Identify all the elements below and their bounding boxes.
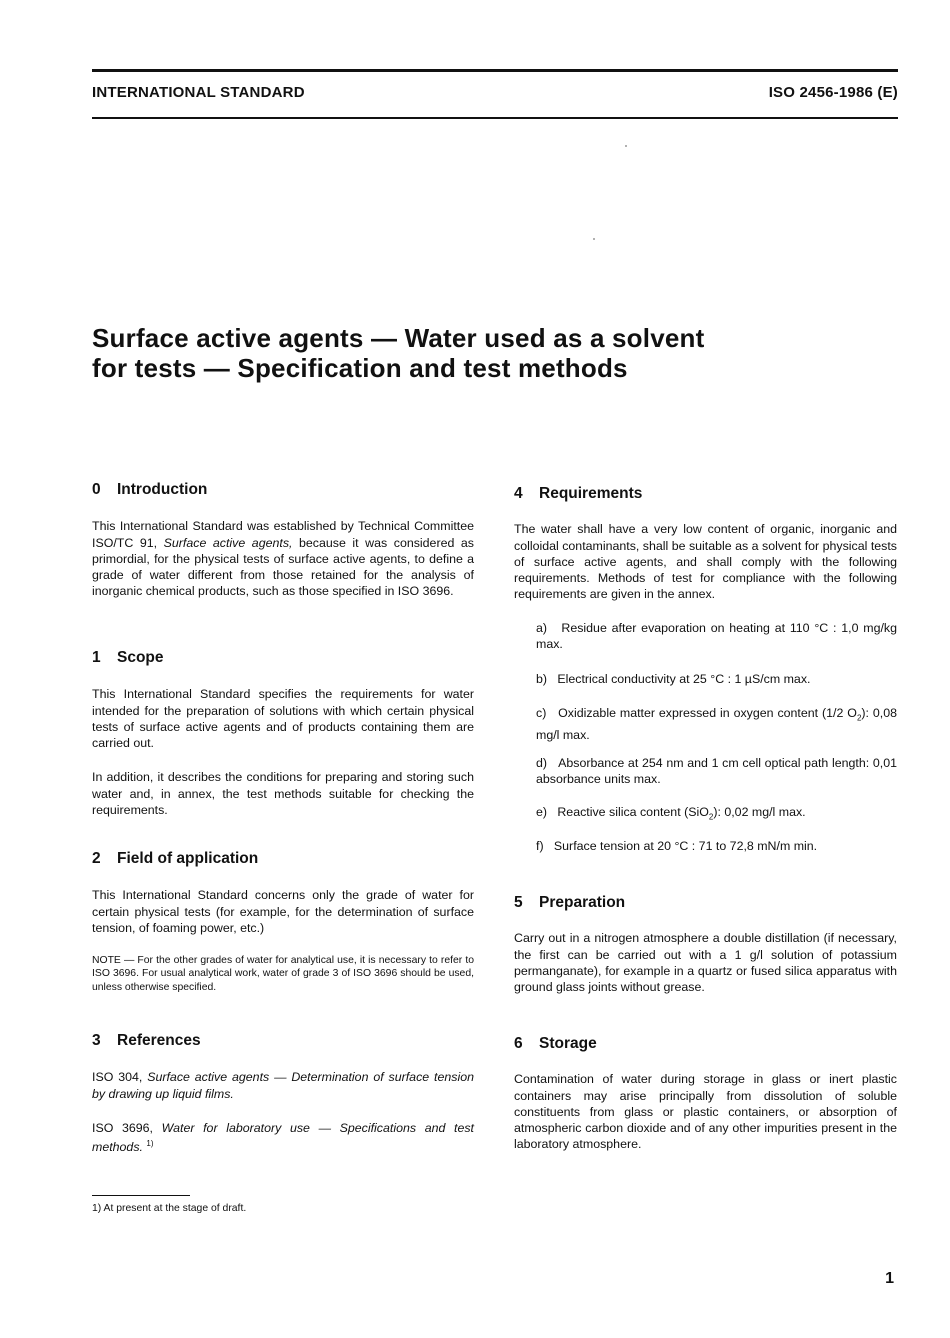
header-rule-bottom	[92, 117, 898, 119]
scan-speck	[625, 145, 627, 147]
section-storage	[514, 1036, 897, 1153]
section-heading: 6 Storage	[514, 1035, 597, 1052]
section-body: Contamination of water during storage in glass or inert plastic containers may arise principally from dissolution of soluble constituents from glass or plastic containers, or absorption of atmospheric carbon dioxide and of any other impurities present in the laboratory atmosphere.	[514, 1072, 897, 1152]
section-heading: 5 Preparation	[514, 894, 626, 911]
section-paragraph: In addition, it describes the conditions for preparing and storing such water and, in annex, the test methods suitable for checking the requirements.	[92, 770, 474, 818]
section-references	[92, 1033, 474, 1156]
requirement-item: c) Oxidizable matter expressed in oxygen content (1/2 $O_2$): 0,08 mg/l max.	[536, 706, 897, 742]
section-heading: 1 Scope	[92, 649, 164, 666]
reference-item: ISO 3696, Water for laboratory use — Specifications and test methods. $^{1)}$	[92, 1120, 474, 1155]
section-heading: 4 Requirements	[514, 485, 643, 502]
footnote: 1) At present at the stage of draft.	[92, 1203, 247, 1214]
section-body: This International Standard was established by Technical Committee ISO/TC 91, Surface active agents, because it was considered as primordial, for the physical tests of surface active agents, to define a grade of water different from those retained for the analysis of inorganic chemical products, such as those specified in ISO 3696.	[92, 519, 474, 599]
document-type: INTERNATIONAL STANDARD	[92, 84, 305, 101]
standard-number: ISO 2456-1986 (E)	[768, 84, 898, 101]
requirement-item: e) Reactive silica content (SiO$_2$): 0,02 mg/l max.	[536, 805, 806, 822]
section-scope	[92, 650, 474, 818]
section-introduction	[92, 482, 474, 600]
scan-speck	[593, 238, 595, 240]
reference-item: ISO 304, Surface active agents — Determination of surface tension by drawing up liquid films.	[92, 1070, 474, 1101]
document-title	[92, 323, 852, 383]
section-heading: 3 References	[92, 1032, 201, 1049]
section-field-of-application	[92, 851, 474, 994]
header-rule-top	[92, 69, 898, 72]
section-body: The water shall have a very low content of organic, inorganic and colloidal contaminants, shall be suitable as a solvent for physical tests of surface active agents, and shall comply with the following requirements. Methods of test for compliance with the following requirements are given in the annex.	[514, 522, 897, 602]
section-paragraph: This International Standard specifies the requirements for water intended for the preparation of solutions with which certain physical tests of surface active agents and of products containing them are carried out.	[92, 687, 474, 751]
note: NOTE — For the other grades of water for analytical use, it is necessary to refer to ISO 3696. For usual analytical work, water of grade 3 of ISO 3696 should be used, unless otherwise specified.	[92, 955, 474, 993]
section-preparation	[514, 895, 897, 995]
requirement-item: f) Surface tension at 20 °C : 71 to 72,8 mN/m min.	[536, 839, 818, 853]
section-body: Carry out in a nitrogen atmosphere a double distillation (if necessary, the first can be carried out with a 1 g/l solution of potassium permanganate), for example in a quartz or fused silica apparatus with ground glass joints without grease.	[514, 931, 897, 995]
requirement-item: a) Residue after evaporation on heating at 110 °C : 1,0 mg/kg max.	[536, 621, 898, 652]
section-requirements	[514, 486, 897, 603]
section-paragraph: This International Standard concerns only the grade of water for certain physical tests (for example, for the determination of surface tension, of foaming power, etc.)	[92, 888, 474, 935]
requirement-item: b) Electrical conductivity at 25 °C : 1 µS/cm max.	[536, 672, 811, 686]
requirement-item: d) Absorbance at 254 nm and 1 cm cell optical path length: 0,01 absorbance units max.	[536, 756, 897, 787]
section-heading: 2 Field of application	[92, 850, 259, 867]
footnote-rule	[92, 1195, 190, 1196]
title-line-1: Surface active agents — Water used as a solvent	[92, 323, 705, 353]
title-line-2: for tests — Specification and test methods	[92, 353, 628, 383]
section-heading: 0 Introduction	[92, 481, 208, 498]
page-number: 1	[885, 1270, 894, 1287]
